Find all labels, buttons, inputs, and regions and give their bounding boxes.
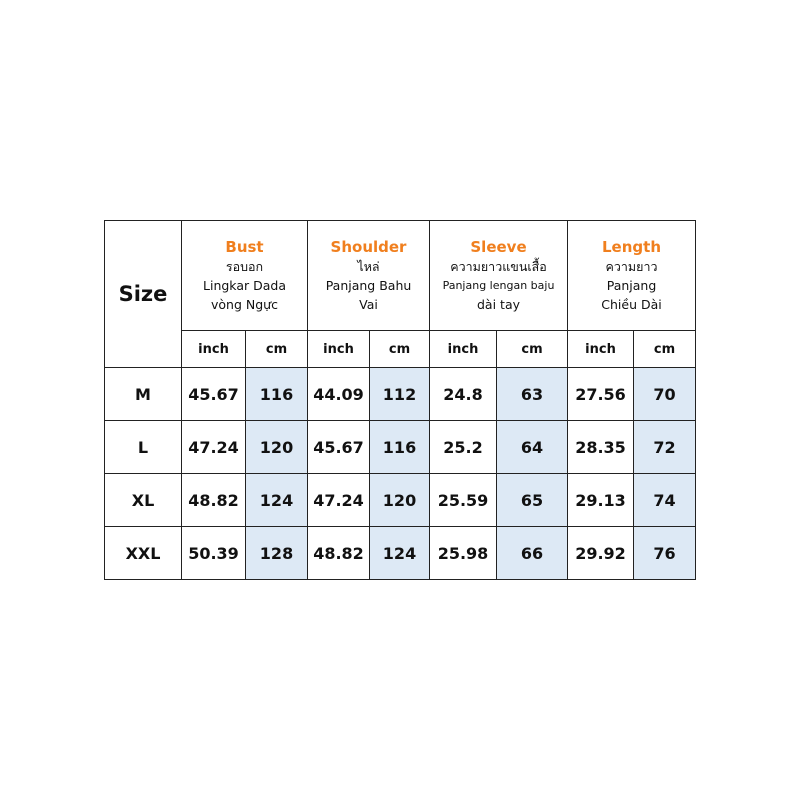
bust-label-indonesian: Lingkar Dada <box>203 278 286 293</box>
length-cm-unit: cm <box>634 331 696 368</box>
table-row-m <box>105 368 696 421</box>
sleeve-inch-cell: 25.98 <box>430 527 497 580</box>
sleeve-inch-cell: 24.8 <box>430 368 497 421</box>
sleeve-cm-cell: 65 <box>497 474 568 527</box>
sleeve-cm-cell: 66 <box>497 527 568 580</box>
length-inch-cell: 29.92 <box>568 527 634 580</box>
shoulder-cm-cell: 112 <box>370 368 430 421</box>
sleeve-label-indonesian: Panjang lengan baju <box>442 279 555 292</box>
shoulder-label-indonesian: Panjang Bahu <box>325 278 412 293</box>
bust-cm-unit: cm <box>246 331 308 368</box>
length-label-vietnamese: Chiều Dài <box>601 297 662 312</box>
shoulder-label-vietnamese: Vai <box>359 297 378 312</box>
sleeve-title: Sleeve <box>470 238 527 256</box>
bust-cm-cell: 120 <box>246 421 308 474</box>
sleeve-label-vietnamese: dài tay <box>477 297 520 312</box>
length-cm-cell: 72 <box>634 421 696 474</box>
row-size-label: M <box>105 368 182 421</box>
shoulder-cm-cell: 124 <box>370 527 430 580</box>
length-title: Length <box>602 238 661 256</box>
sleeve-cm-unit: cm <box>497 331 568 368</box>
bust-label-thai: รอบอก <box>225 259 264 274</box>
shoulder-inch-cell: 45.67 <box>308 421 370 474</box>
length-cm-cell: 76 <box>634 527 696 580</box>
sleeve-inch-unit: inch <box>430 331 497 368</box>
shoulder-cm-cell: 120 <box>370 474 430 527</box>
sleeve-inch-cell: 25.2 <box>430 421 497 474</box>
shoulder-title: Shoulder <box>330 238 407 256</box>
row-size-label: L <box>105 421 182 474</box>
table-row-xxl <box>105 527 696 580</box>
length-header <box>568 221 696 331</box>
table-row-l <box>105 421 696 474</box>
bust-title: Bust <box>225 238 264 256</box>
length-inch-cell: 27.56 <box>568 368 634 421</box>
length-cm-cell: 70 <box>634 368 696 421</box>
length-inch-cell: 29.13 <box>568 474 634 527</box>
sleeve-inch-cell: 25.59 <box>430 474 497 527</box>
sleeve-header <box>430 221 568 331</box>
length-inch-cell: 28.35 <box>568 421 634 474</box>
bust-header <box>182 221 308 331</box>
row-size-label: XL <box>105 474 182 527</box>
bust-label-vietnamese: vòng Ngực <box>211 297 278 312</box>
table-row-xl <box>105 474 696 527</box>
size-column-header: Size <box>105 221 182 368</box>
shoulder-cm-unit: cm <box>370 331 430 368</box>
bust-inch-unit: inch <box>182 331 246 368</box>
bust-inch-cell: 48.82 <box>182 474 246 527</box>
shoulder-inch-cell: 47.24 <box>308 474 370 527</box>
length-cm-cell: 74 <box>634 474 696 527</box>
sleeve-cm-cell: 63 <box>497 368 568 421</box>
bust-inch-cell: 47.24 <box>182 421 246 474</box>
length-label-thai: ความยาว <box>605 259 658 274</box>
bust-inch-cell: 50.39 <box>182 527 246 580</box>
row-size-label: XXL <box>105 527 182 580</box>
shoulder-inch-cell: 44.09 <box>308 368 370 421</box>
length-inch-unit: inch <box>568 331 634 368</box>
length-label-indonesian: Panjang <box>606 278 657 293</box>
size-chart-table <box>104 220 696 580</box>
sleeve-cm-cell: 64 <box>497 421 568 474</box>
shoulder-label-thai: ไหล่ <box>357 259 380 274</box>
bust-cm-cell: 116 <box>246 368 308 421</box>
bust-inch-cell: 45.67 <box>182 368 246 421</box>
sleeve-label-thai: ความยาวแขนเสื้อ <box>450 259 547 274</box>
shoulder-inch-unit: inch <box>308 331 370 368</box>
shoulder-inch-cell: 48.82 <box>308 527 370 580</box>
shoulder-cm-cell: 116 <box>370 421 430 474</box>
shoulder-header <box>308 221 430 331</box>
bust-cm-cell: 128 <box>246 527 308 580</box>
bust-cm-cell: 124 <box>246 474 308 527</box>
